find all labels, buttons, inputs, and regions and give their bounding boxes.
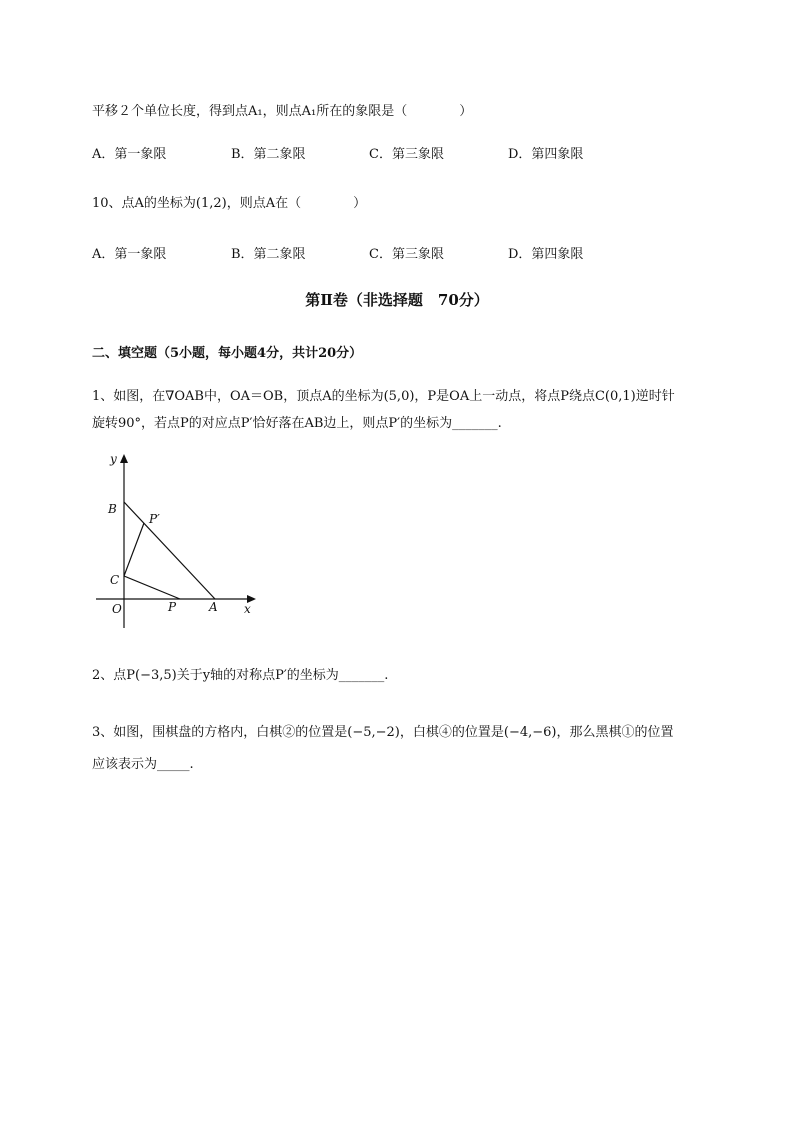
- q10-option-b[interactable]: B．第二象限: [231, 247, 306, 262]
- geometry-figure: [90, 450, 270, 635]
- y-axis-arrow: [120, 454, 128, 463]
- label-p-prime: P′: [149, 512, 160, 526]
- label-p: P: [168, 600, 177, 614]
- section-subtitle: 二、填空题（5小题，每小题4分，共计20分）: [92, 346, 363, 361]
- q10-option-a[interactable]: A．第一象限: [92, 247, 167, 262]
- segment-c-pprime: [124, 523, 144, 576]
- label-b: B: [108, 502, 117, 516]
- q9-option-c[interactable]: C．第三象限: [369, 147, 444, 162]
- q9-option-b[interactable]: B．第二象限: [231, 147, 306, 162]
- label-o: O: [112, 602, 122, 616]
- label-y: y: [110, 452, 117, 466]
- section-title: 第Ⅱ卷（非选择题 70分）: [305, 291, 489, 309]
- fill3-line-1: 3、如图，围棋盘的方格内，白棋②的位置是(−5,−2)，白棋④的位置是(−4,−6)，那么黑棋①的位置: [92, 725, 674, 740]
- q10-option-d[interactable]: D．第四象限: [508, 247, 584, 262]
- fill1-line-1: 1、如图，在∇OAB中，OA＝OB，顶点A的坐标为(5,0)，P是OA上一动点，将点P绕点C(0,1)逆时针: [92, 389, 675, 404]
- fill2-text: 2、点P(−3,5)关于y轴的对称点P′的坐标为_______.: [92, 668, 389, 683]
- fill3-line-2: 应该表示为_____.: [92, 757, 194, 772]
- q9-option-d[interactable]: D．第四象限: [508, 147, 584, 162]
- label-x: x: [244, 602, 251, 616]
- fill1-line-2: 旋转90°，若点P的对应点P′恰好落在AB边上，则点P′的坐标为_______.: [92, 416, 502, 431]
- label-a: A: [209, 600, 218, 614]
- label-c: C: [110, 573, 120, 587]
- segment-c-p: [124, 576, 180, 599]
- q10-text: 10、点A的坐标为(1,2)，则点A在（ ）: [92, 196, 367, 211]
- q9-option-a[interactable]: A．第一象限: [92, 147, 167, 162]
- q10-option-c[interactable]: C．第三象限: [369, 247, 444, 262]
- segment-ba: [124, 502, 215, 599]
- q9-text: 平移２个单位长度，得到点A₁，则点A₁所在的象限是（ ）: [92, 104, 473, 119]
